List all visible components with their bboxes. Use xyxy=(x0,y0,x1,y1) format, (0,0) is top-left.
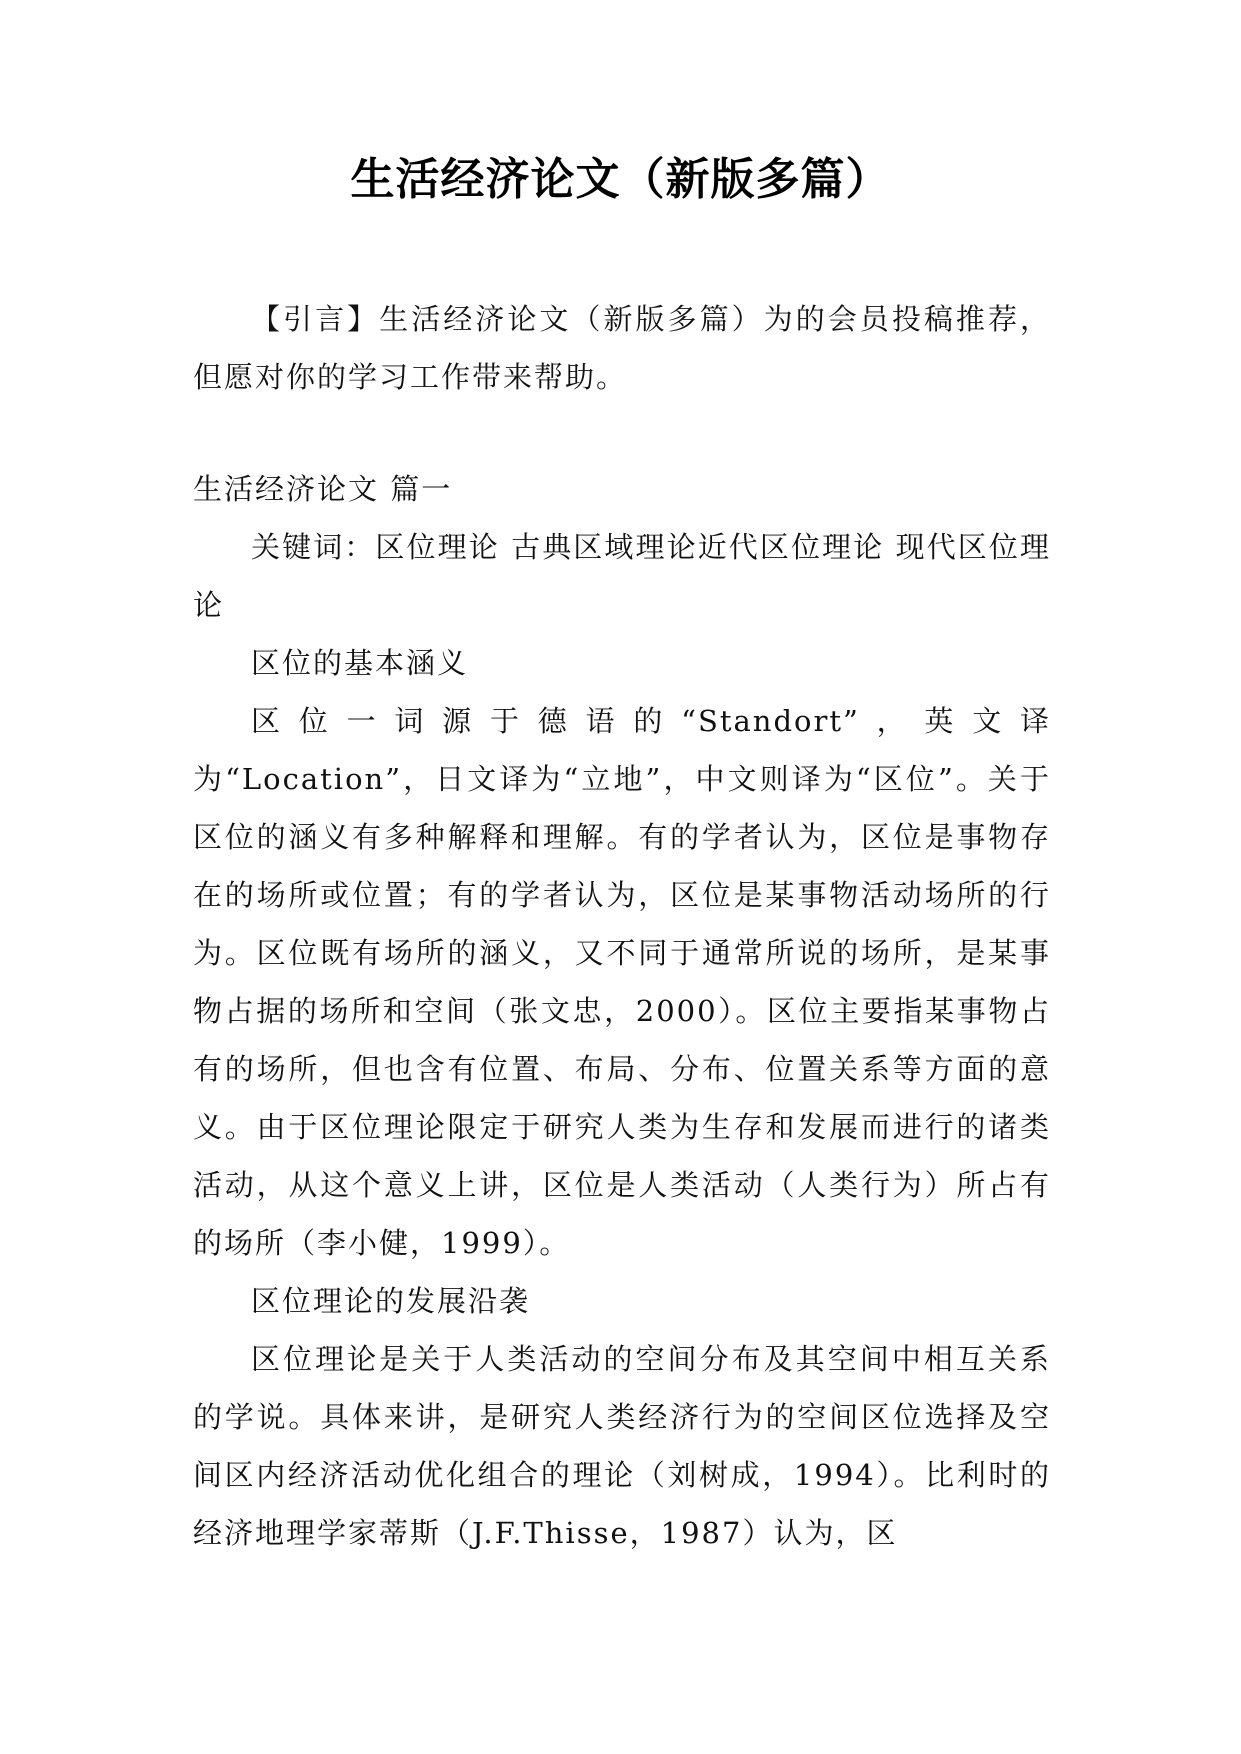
section-heading: 生活经济论文 篇一 xyxy=(193,472,453,506)
article-body xyxy=(193,460,1051,1562)
body-paragraph-2: 区位理论是关于人类活动的空间分布及其空间中相互关系的学说。具体来讲，是研究人类经济行为的空间区位选择及空间区内经济活动优化组合的理论（刘树成，1994）。比利时的经济地理学家蒂斯（J.F.Thisse，1987）认为，区 xyxy=(193,1342,1051,1550)
keywords-paragraph: 关键词：区位理论 古典区域理论近代区位理论 现代区位理论 xyxy=(193,530,1051,622)
subheading-basic-meaning: 区位的基本涵义 xyxy=(251,646,469,680)
body-paragraph-1: 区位一词源于德语的“Standort”，英文译为“Location”，日文译为“立地”，中文则译为“区位”。关于区位的涵义有多种解释和理解。有的学者认为，区位是事物存在的场所或位置；有的学者认为，区位是某事物活动场所的行为。区位既有场所的涵义，又不同于通常所说的场所，是某事物占据的场所和空间（张文忠，2000）。区位主要指某事物占有的场所，但也含有位置、布局、分布、位置关系等方面的意义。由于区位理论限定于研究人类为生存和发展而进行的诸类活动，从这个意义上讲，区位是人类活动（人类行为）所占有的场所（李小健，1999）。 xyxy=(193,704,1051,1260)
intro-block xyxy=(193,290,1051,406)
document-title: 生活经济论文（新版多篇） xyxy=(350,154,891,205)
subheading-development: 区位理论的发展沿袭 xyxy=(251,1284,531,1318)
intro-paragraph: 【引言】生活经济论文（新版多篇）为的会员投稿推荐，但愿对你的学习工作带来帮助。 xyxy=(193,302,1051,394)
